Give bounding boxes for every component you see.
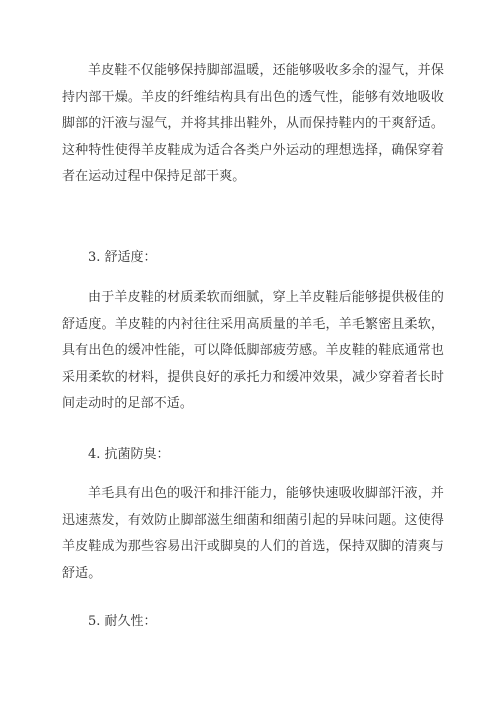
- paragraph-comfort: 由于羊皮鞋的材质柔软而细腻，穿上羊皮鞋后能够提供极佳的舒适度。羊皮鞋的内衬往往采用高质量的羊毛，羊毛繁密且柔软，具有出色的缓冲性能，可以降低脚部疲劳感。羊皮鞋的鞋底通常也采用柔软的材料，提供良好的承托力和缓冲效果，减少穿着者长时间走动时的足部不适。: [62, 290, 444, 411]
- heading-comfort: 3. 舒适度：: [88, 250, 157, 265]
- paragraph-breathability: 羊皮鞋不仅能够保持脚部温暖，还能够吸收多余的湿气，并保持内部干燥。羊皮的纤维结构具有出色的透气性，能够有效地吸收脚部的汗液与湿气，并将其排出鞋外，从而保持鞋内的干爽舒适。这种特性使得羊皮鞋成为适合各类户外运动的理想选择，确保穿着者在运动过程中保持足部干爽。: [62, 63, 444, 184]
- heading-antibacterial: 4. 抗菌防臭：: [88, 447, 170, 462]
- heading-durability: 5. 耐久性：: [88, 614, 157, 629]
- paragraph-antibacterial: 羊毛具有出色的吸汗和排汗能力，能够快速吸收脚部汗液，并迅速蒸发，有效防止脚部滋生细菌和细菌引起的异味问题。这使得羊皮鞋成为那些容易出汗或脚臭的人们的首选，保持双脚的清爽与舒适。: [62, 486, 444, 581]
